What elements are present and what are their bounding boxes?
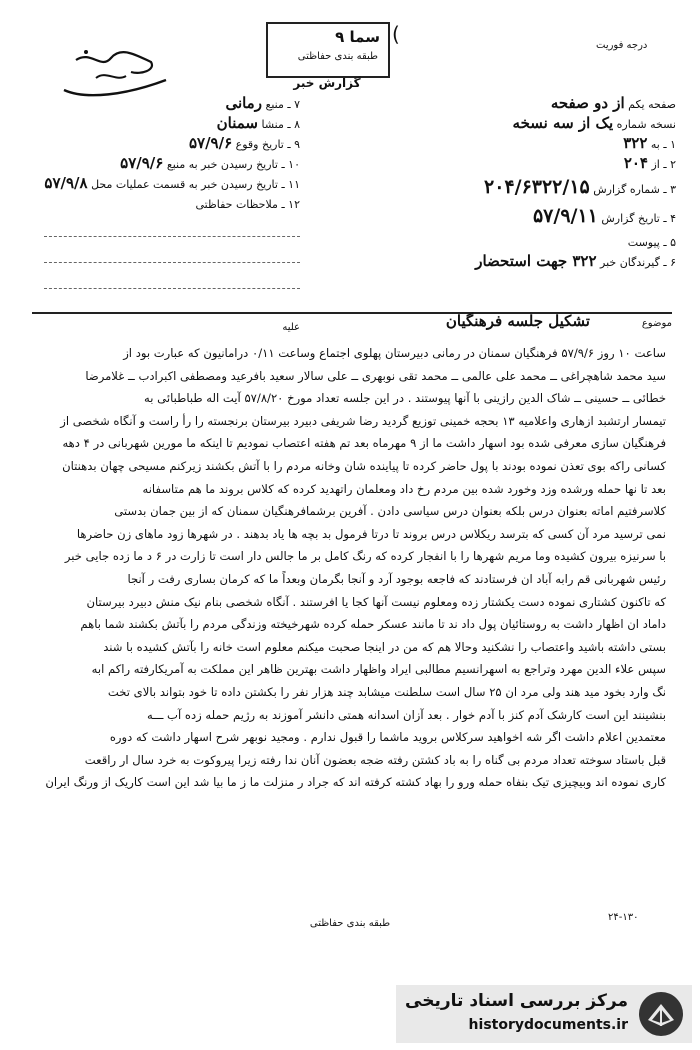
field-source-received-date: ۱۰ ـ تاریخ رسیدن خبر به منبع ۵۷/۹/۶ (120, 154, 300, 172)
body-line: که تاکنون کشتاری نموده دست یکشتار زده ومعلوم نیست آنها کجا یا افرستند . آنگاه شخصی بنام نیک منش دبیرد بیرستان (86, 594, 666, 609)
field-report-number: ۳ ـ شماره گزارش ۲۰۴/۶۳۲۲/۱۵ (484, 176, 676, 198)
field-attachment: ۵ ـ پیوست (627, 236, 676, 249)
report-fields-secondary (44, 94, 300, 214)
field-divider-3 (44, 288, 300, 289)
body-line: بنشینند این است کارشک آدم کنز با آدم خوار . بعد آزان اسدانه همتی دانشر آموزند به رژیم حمله زده آب ـــه (146, 707, 666, 722)
field-report-date: ۴ ـ تاریخ گزارش ۵۷/۹/۱۱ (532, 205, 676, 227)
field-occurrence-date: ۹ ـ تاریخ وقوع ۵۷/۹/۶ (188, 134, 300, 152)
body-line: قبل باستاد سوخته تعداد مردم بی گناه را به باد کشتن رفته ضجه بعضون آنان ندا رفته زیرا پیروکوت به خرد سال ار راقعت (84, 752, 666, 767)
logo-url: historydocuments.ir (468, 1017, 628, 1033)
footer-classification: طبقه بندی حفاظتی (309, 918, 391, 929)
body-line: کاری نموده اند وبیچیزی تیک بنفاه حمله ورو را بهاد کشته کرفته اند که جراد ر منزلت ما ز ما بیا شد این است کاریک از ورنگ ایران (45, 775, 666, 790)
report-fields-primary (436, 94, 676, 272)
urgency-degree-label: درجه فوریت (596, 40, 648, 51)
field-to: ۱ ـ به ۳۲۲ (623, 134, 676, 152)
stamp-bracket: ( (392, 22, 400, 46)
body-line: داماد ان اظهار داشت به روستائیان پول داد ند تا مانند عسکر حمله کرده شهرخیخته وزندگی مردم را بآتش بکشند شما باهم (80, 617, 666, 632)
body-line: کلاسرفتیم اماته بعنوان درس بلکه بعنوان درس سیاسی دادن . آفرین برشمافرهنگیان سمنان که از بین جمان بدستی (114, 504, 666, 519)
report-title: گزارش خبر (293, 76, 361, 90)
form-number: ۲۴-۱۳۰ (608, 912, 639, 923)
field-page: صفحه یکم از دو صفحه (550, 94, 676, 112)
body-line: خطائی ــ حسینی ــ شاک الدین رازینی با آنها پیوستند . در این جلسه تعداد مورخ ۵۷/۸/۲۰ آیت اله طباطبائی به (144, 391, 666, 406)
body-line: بستی داشته باشید واعتصاب را نشکنید وحالا هم که من در اینجا صحبت میکنم معلوم است خانه را بآتش کشیده با شند (103, 639, 666, 654)
stamp-subtitle: طبقه بندی حفاظتی (297, 51, 378, 62)
report-body (36, 342, 666, 794)
book-icon (636, 990, 686, 1038)
body-line: سپس علاء الدین مهرد وتراجع به اسهرانسیم مطالبی ایراد واظهار داشت بهترین ظاهر این مملکت به آمریکارفته راکم ابه (91, 662, 666, 677)
body-line: بعد تا نها حمله ورشده وزد وخورد شده بین مردم رخ داد ومعلمان راتهدید کرده که کلاس بروند ما هم متاسفانه (142, 481, 666, 496)
body-line: نگ وارد بخود مید هند ولی مرد ان ۲۵ سال است سلطنت میشابد چند هزار نفر را بکشتن داده تا خود بتواند بالای تخت (107, 684, 666, 699)
field-security-notes: ۱۲ ـ ملاحظات حفاظتی (195, 198, 300, 211)
body-line: تیمسار ارتشبد ازهاری واعلامیه ۱۳ بحجه خمینی توزیع گردید رضا شریفی دبیرد بیرستان برنجسته را رأ راست و آنگاه شخصی از (60, 413, 666, 428)
archive-watermark (396, 985, 692, 1043)
classification-stamp (266, 22, 390, 78)
field-source: ۷ ـ منبع رمانی (225, 94, 300, 112)
logo-title: مرکز بررسی اسناد تاریخی (405, 991, 628, 1011)
body-line: نمی ترسید مرد آن کسی که بترسد ریکلاس درس بروند تا درتا فرمول بد بچه ها یاد بدهند . در شهرها زود ماهای زن حاضرها (76, 526, 666, 541)
body-line: سید محمد شاهچراغی ــ محمد علی عالمی ــ محمد تقی نوبهری ــ علی سالار سعید بافرعید ومصطفی اکبرادب ــ غلامرضا (85, 368, 666, 383)
field-copy-number: نسخه شماره یک از سه نسخه (512, 114, 676, 132)
body-line: فرهنگیان سازی معرفی شده بود اسهار داشت ما از ۹ مهرماه بعد تم هفته اعتصاب نمودیم تا اینکه ما مورین شهربانی در ۴ دهه (62, 436, 666, 451)
field-divider-2 (44, 262, 300, 263)
body-line: معتمدین اعلام داشت اگر شه اخواهید سرکلاس بروید ماشما را قبول ندارم . ومجید نوبهر شرح اسهار داشت که دوره (109, 730, 666, 745)
subject-text: تشکیل جلسه فرهنگیان (445, 312, 590, 330)
field-divider-1 (44, 236, 300, 237)
field-from: ۲ ـ از ۲۰۴ (623, 154, 676, 172)
body-line: با سرنیزه بیرون کشیده وما مریم شهرها را با انفجار کرده که رنگ کامل بر ما جالس دار است تا زارت در ۶ د ما زده جایی خبر (64, 549, 666, 564)
field-recipients: ۶ ـ گیرندگان خبر ۳۲۲ جهت استحضار (475, 252, 676, 270)
stamp-title: سما ۹ (335, 28, 380, 46)
field-origin: ۸ ـ منشا سمنان (216, 114, 300, 132)
body-line: کسانی راکه بوی تعذن نموده بودند با پول حاضر کرده تا پیاینده شان وخانه مردم را با آتش بکشند زیرکنم مسیحی چهان بدهنتان (62, 458, 666, 473)
field-operations-received-date: ۱۱ ـ تاریخ رسیدن خبر به قسمت عملیات محل ۵۷/۹/۸ (44, 174, 300, 192)
body-line: ساعت ۱۰ روز ۵۷/۹/۶ فرهنگیان سمنان در رمانی دبیرستان پهلوی اجتماع وساعت ۰/۱۱ درامانیون که عبارت بود از (123, 346, 666, 360)
body-line: رئیس شهربانی قم رابه آباد ان فرستادند که فاجعه بوجود آرد و آنجا بگرمان وبعداً ما که کرمان بساری رفت ر آنجا (127, 571, 666, 586)
marginal-note: علیه (282, 322, 300, 333)
subject-label: موضوع (641, 318, 672, 329)
